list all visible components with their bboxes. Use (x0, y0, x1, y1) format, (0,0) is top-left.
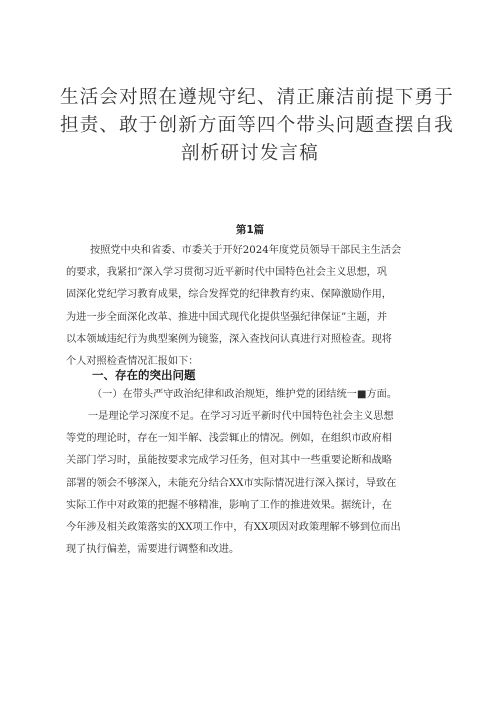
body-line: 等党的理论时，存在一知半解、浅尝辄止的情况。例如，在组织市政府相 (66, 433, 392, 445)
title-line: 生活会对照在遵规守纪、清正廉洁前提下勇于 (60, 87, 455, 108)
intro-line: 按照党中央和省委、市委关于开好2024年度党员领导干部民主生活会 (90, 245, 402, 256)
body-line: 部署的领会不够深入，未能充分结合XX市实际情况进行深入探讨，导致在 (66, 477, 397, 489)
part-heading: 第1篇 (235, 224, 265, 236)
body-line: 关部门学习时，虽能按要求完成学习任务，但对其中一些重要论断和战略 (66, 455, 392, 467)
section-heading: 一、存在的突出问题 (92, 368, 196, 382)
intro-line: 固深化党纪学习教育成果，综合发挥党的纪律教育约束、保障激励作用， (66, 289, 392, 301)
body-paragraph (66, 406, 436, 561)
subsection-line: （一）在带头严守政治纪律和政治规矩，维护党的团结统一■方面。 (92, 389, 398, 400)
intro-line: 个人对照检查情况汇报如下： (66, 356, 199, 368)
subsection-heading (92, 384, 397, 406)
body-line: 一是理论学习深度不足。在学习习近平新时代中国特色社会主义思想 (88, 411, 394, 422)
body-line: 今年涉及相关政策落实的XX项工作中，有XX项因对政策理解不够到位而出 (66, 522, 401, 534)
title-line: 剖析研讨发言稿 (181, 143, 319, 164)
intro-line: 为进一步全面深化改革、推进中国式现代化提供坚强纪律保证”主题，并 (66, 311, 388, 323)
intro-paragraph (66, 240, 436, 373)
body-line: 现了执行偏差，需要进行调整和改进。 (66, 544, 240, 556)
title-line: 担责、敢于创新方面等四个带头问题查摆自我 (60, 115, 455, 136)
document-title (60, 84, 455, 168)
intro-line: 以本领域违纪行为典型案例为镜鉴，深入查找问认真进行对照检查。现将 (66, 333, 392, 345)
body-line: 实际工作中对政策的把握不够精准，影响了工作的推进效果。据统计，在 (66, 499, 392, 511)
intro-line: 的要求，我紧扣”深入学习贯彻习近平新时代中国特色社会主义思想，巩 (66, 267, 388, 279)
